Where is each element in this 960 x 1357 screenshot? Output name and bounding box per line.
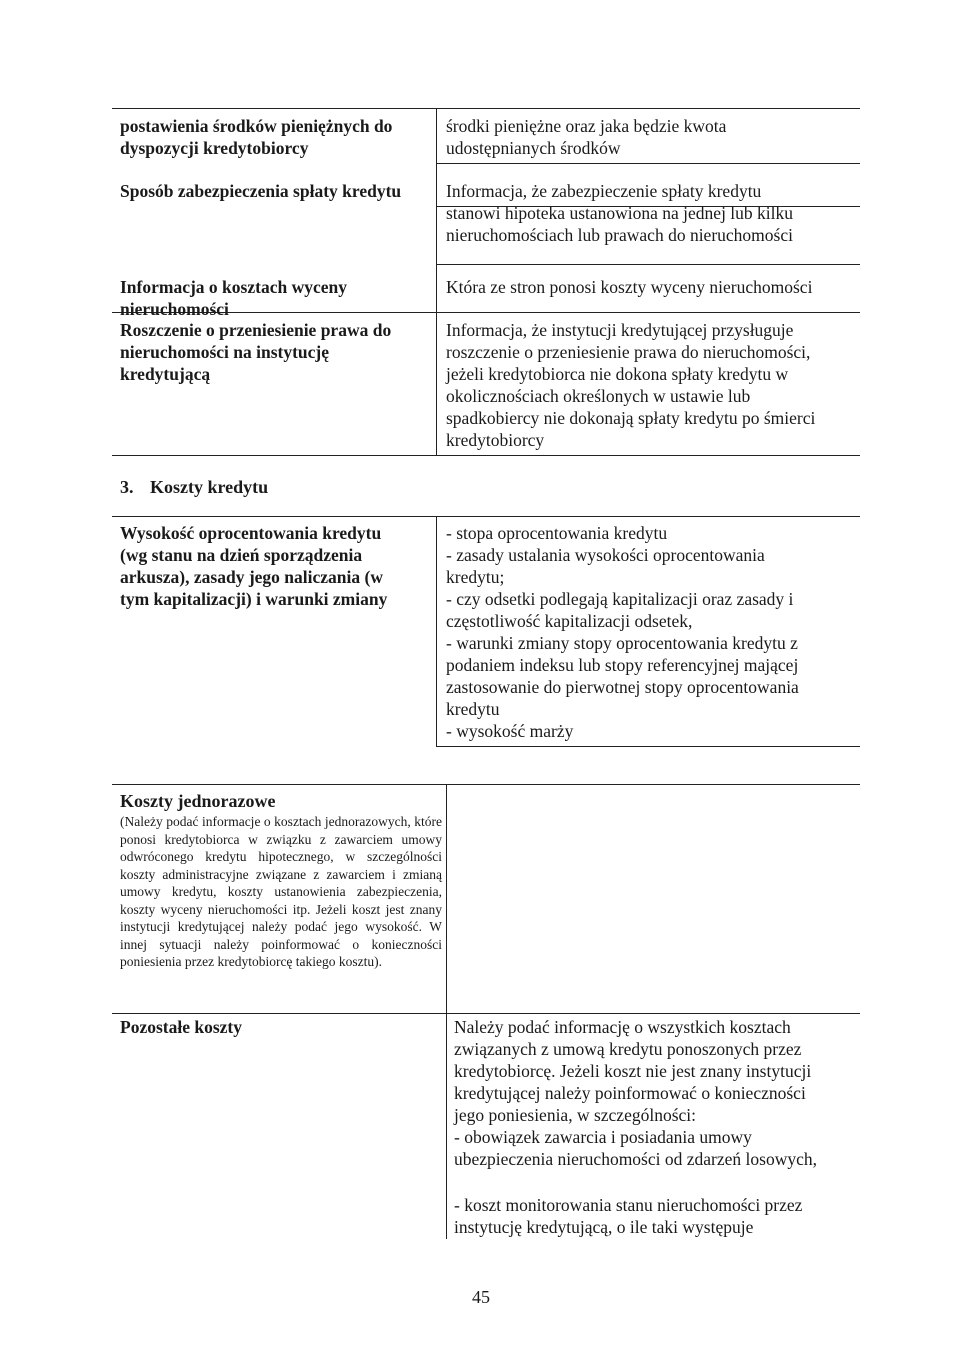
page-number: 45	[472, 1287, 490, 1307]
other-costs-value-monitoring: - koszt monitorowania stanu nieruchomości przez instytucję kredytującą, o ile taki występuje	[454, 1195, 803, 1237]
row-value-valuation-costs: Która ze stron ponosi koszty wyceny nieruchomości	[446, 277, 813, 297]
interest-rate-value: - stopa oprocentowania kredytu - zasady ustalania wysokości oprocentowania kredytu; - czy odsetki podlegają kapitalizacji oraz zasady i częstotliwość kapitalizacji odsetek, - warunki zmiany stopy oprocentowania kredytu z podaniem indeksu lub stopy referencyjnej mającej zastosowanie do pierwotnej stopy oprocentowania kredytu - wysokość marży	[446, 523, 799, 741]
section-title: Koszty kredytu	[150, 477, 269, 497]
other-costs-value: Należy podać informację o wszystkich kosztach związanych z umową kredytu ponoszonych przez kredytobiorcę. Jeżeli koszt nie jest znany instytucji kredytującej należy poinformować o konieczności jego poniesienia, w szczególności: - obowiązek zawarcia i posiadania umowy ubezpieczenia nieruchomości od zdarzeń losowych,	[454, 1017, 817, 1169]
row-label-claim-transfer: Roszczenie o przeniesienie prawa do nieruchomości na instytucję kredytującą	[120, 320, 392, 384]
other-costs-title: Pozostałe koszty	[120, 1017, 242, 1037]
row-value-disbursement: środki pieniężne oraz jaka będzie kwota udostępnianych środków	[446, 116, 727, 158]
row-divider	[436, 163, 860, 164]
table-column-divider	[446, 784, 447, 1239]
row-value-claim-transfer: Informacja, że instytucji kredytującej przysługuje roszczenie o przeniesienie prawa do nieruchomości, jeżeli kredytobiorca nie dokona spłaty kredytu w okolicznościach określonych w ustawie lub spadkobiercy nie dokonają spłaty kredytu po śmierci kredytobiorcy	[446, 320, 816, 450]
table-column-divider	[436, 108, 437, 455]
table-top-border	[112, 784, 860, 785]
onetime-costs-note: (Należy podać informacje o kosztach jednorazowych, które ponosi kredytobiorca w związku z zawarciem umowy odwróconego kredytu hipotecznego, w szczególności koszty administracyjne związane z zawarciem i zmianą umowy kredytu, koszty ustanowienia zabezpieczenia, koszty wyceny nieruchomości itp. Jeżeli koszt jest znany instytucji kredytującej należy podać jego wysokość. W innej sytuacji należy poinformować o konieczności poniesienia przez kredytobiorcę takiego kosztu).	[120, 814, 442, 969]
table-bottom-border	[112, 455, 860, 456]
section-number: 3.	[120, 477, 134, 497]
onetime-costs-title: Koszty jednorazowe	[120, 791, 276, 811]
table-top-border	[112, 108, 860, 109]
table-bottom-border	[436, 746, 860, 747]
row-divider	[112, 1013, 446, 1014]
row-divider	[436, 264, 860, 265]
table-column-divider	[436, 516, 437, 746]
row-label-valuation-costs: Informacja o kosztach wyceny nieruchomości	[120, 277, 347, 319]
row-value-security: Informacja, że zabezpieczenie spłaty kredytu stanowi hipoteka ustanowiona na jednej lub kilku nieruchomościach lub prawach do nieruchomości	[446, 181, 794, 245]
row-divider	[436, 312, 860, 313]
table-top-border	[112, 516, 860, 517]
row-label-security: Sposób zabezpieczenia spłaty kredytu	[120, 181, 402, 201]
row-label-disbursement: postawienia środków pieniężnych do dyspozycji kredytobiorcy	[120, 116, 393, 158]
row-divider	[446, 1013, 860, 1014]
section-heading	[120, 477, 268, 498]
interest-rate-label: Wysokość oprocentowania kredytu (wg stanu na dzień sporządzenia arkusza), zasady jego naliczania (w tym kapitalizacji) i warunki zmiany	[120, 523, 388, 609]
